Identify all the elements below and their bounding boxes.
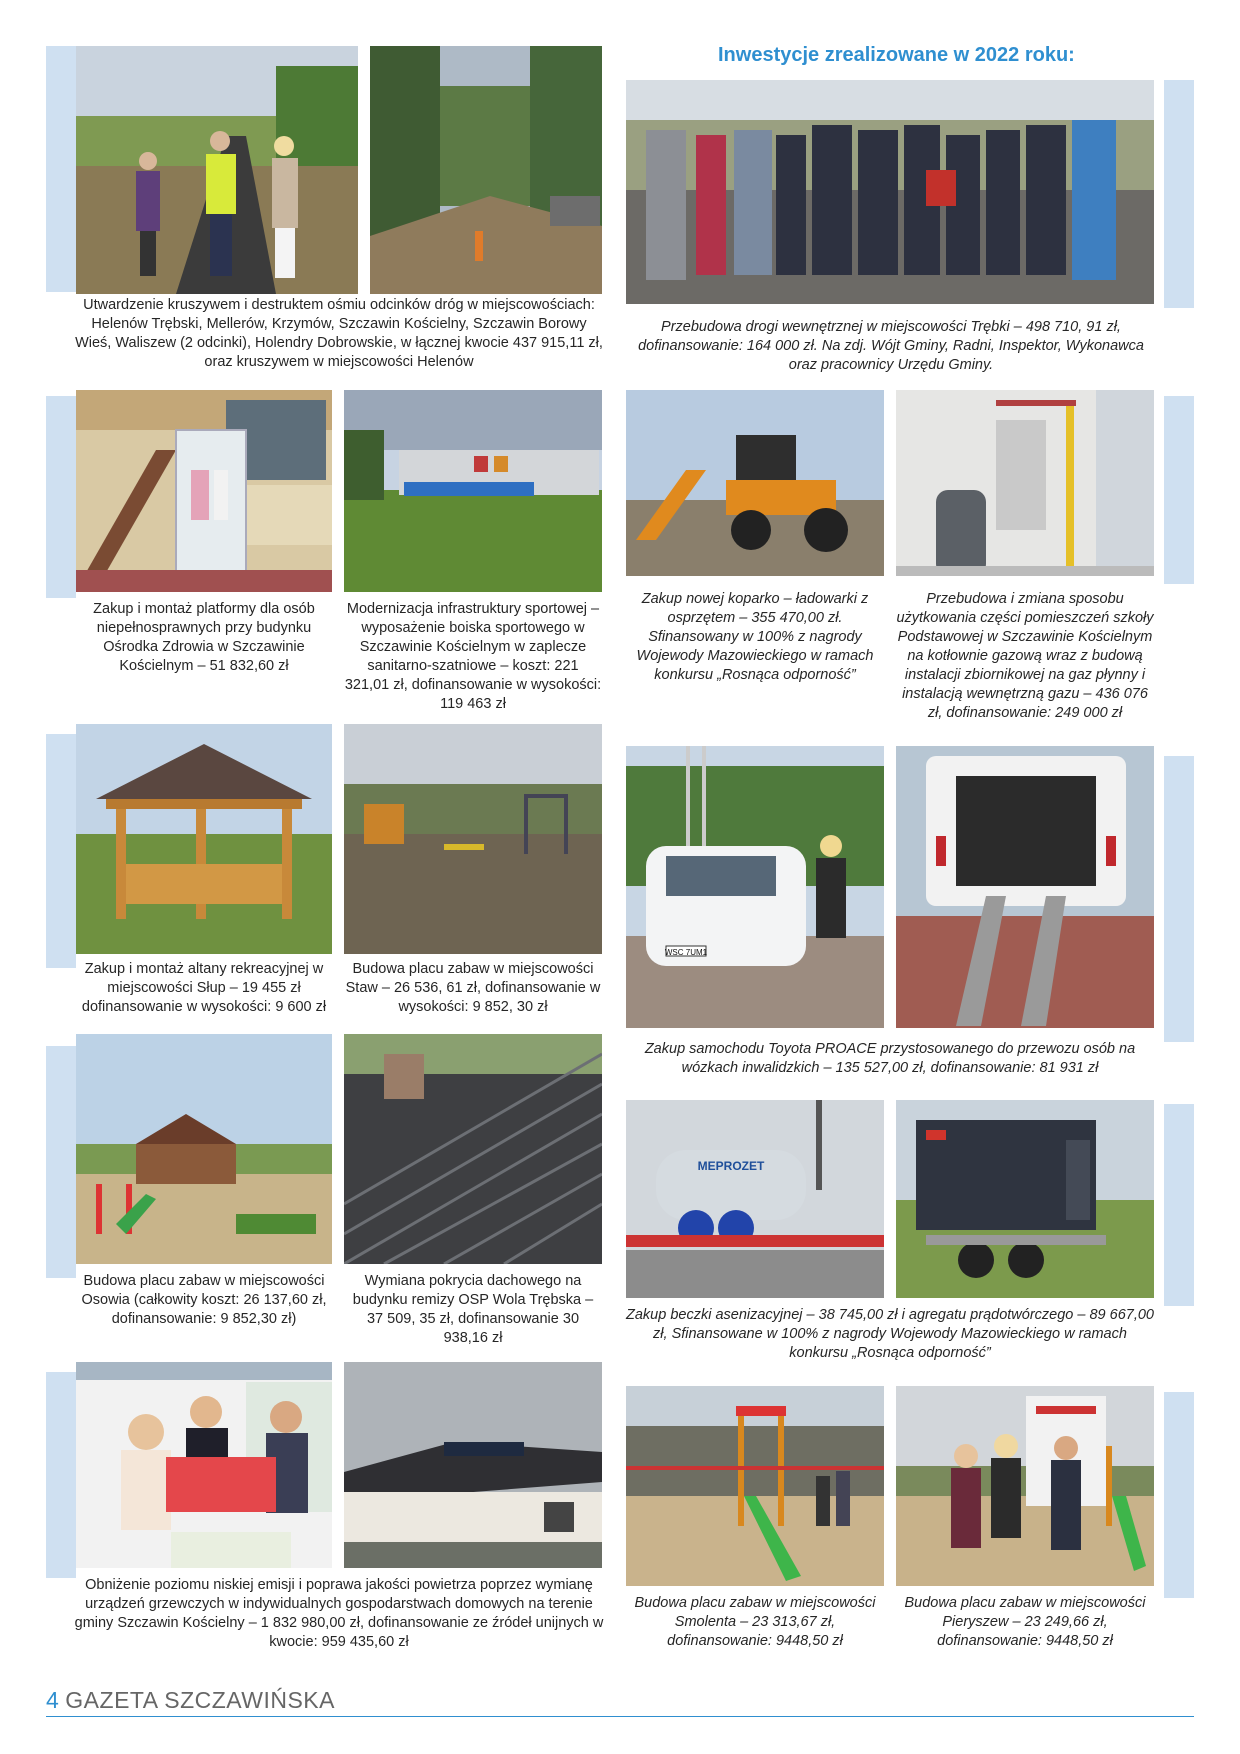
caption-excavator: Zakup nowej koparko – ładowarki z osprzętem – 355 470,00 zł. Sfinansowany w 100% z nagrody Wojewody Mazowieckiego w ramach konkursu „Rosnąca odporność” [636, 591, 874, 683]
side-band [46, 396, 76, 598]
photo-roof [344, 1034, 602, 1264]
side-band [1164, 396, 1194, 584]
footer-divider [46, 1716, 1194, 1717]
photo-septic-tank [626, 1100, 884, 1298]
caption-playground-smolenta: Budowa placu zabaw w miejscowości Smolenta – 23 313,67 zł, dofinansowanie: 9448,50 zł [634, 1595, 876, 1649]
side-band [46, 734, 76, 968]
photo-gazebo [76, 724, 332, 954]
photo-excavator [626, 390, 884, 576]
photo-group-road [626, 80, 1154, 304]
side-band [46, 1046, 76, 1278]
photo-emission-ceremony [76, 1362, 332, 1568]
photo-van-ramps [896, 746, 1154, 1028]
photo-platform [76, 390, 332, 592]
photo-playground-pieryszew [896, 1386, 1154, 1586]
caption-gazebo: Zakup i montaż altany rekreacyjnej w miejscowości Słup – 19 455 zł dofinansowanie w wysokości: 9 600 zł [81, 961, 327, 1015]
photo-solar-house [344, 1362, 602, 1568]
photo-boiler-room [896, 390, 1154, 576]
caption-car: Zakup samochodu Toyota PROACE przystosowanego do przewozu osób na wózkach inwalidzkich – 135 527,00 zł, dofinansowanie: 81 931 zł [644, 1041, 1136, 1076]
caption-sport: Modernizacja infrastruktury sportowej – wyposażenie boiska sportowego w Szczawinie Kościelnym w zaplecze sanitarno-szatniowe – koszt: 221 321,01 zł, dofinansowanie w wysokości: 119 463 zł [344, 601, 602, 712]
photo-playground-staw [344, 724, 602, 954]
photo-sport-facility [344, 390, 602, 592]
photo-generator [896, 1100, 1154, 1298]
license-plate: WSC 7UM1 [664, 948, 708, 957]
page-footer [46, 1687, 335, 1714]
side-band [46, 46, 76, 292]
photo-road-construction [370, 46, 602, 294]
side-band [1164, 756, 1194, 1042]
caption-roof: Wymiana pokrycia dachowego na budynku remizy OSP Wola Trębska – 37 509, 35 zł, dofinansowanie 30 938,16 zł [352, 1273, 594, 1346]
photo-playground-smolenta [626, 1386, 884, 1586]
photo-playground-osowia [76, 1034, 332, 1264]
photo-road-people [76, 46, 358, 294]
caption-playground-pieryszew: Budowa placu zabaw w miejscowości Pieryszew – 23 249,66 zł, dofinansowanie: 9448,50 zł [904, 1595, 1146, 1649]
caption-emission: Obniżenie poziomu niskiej emisji i poprawa jakości powietrza poprzez wymianę urządzeń grzewczych w indywidualnych gospodarstwach domowych na terenie gminy Szczawin Kościelny – 1 832 980,00 zł, dofinansowanie ze źródeł unijnych w kwocie: 959 435,60 zł [74, 1577, 604, 1650]
photo-toyota-van [626, 746, 884, 1028]
side-band [1164, 1104, 1194, 1306]
publication-title: GAZETA SZCZAWIŃSKA [65, 1687, 335, 1713]
tank-brand: MEPROZET [697, 1159, 765, 1173]
page-number: 4 [46, 1687, 60, 1713]
caption-platform: Zakup i montaż platformy dla osób niepełnosprawnych przy budynku Ośrodka Zdrowia w Szczawinie Kościelnym – 51 832,60 zł [93, 601, 315, 674]
caption-roads: Utwardzenie kruszywem i destruktem ośmiu odcinków dróg w miejscowościach: Helenów Trębski, Mellerów, Krzymów, Szczawin Kościelny, Szczawin Borowy Wieś, Waliszew (2 odcinki), Holendry Dobrowskie, w łącznej kwocie 437 915,11 zł, oraz kruszywem w miejscowości Helenów [75, 297, 603, 370]
caption-tank: Zakup beczki asenizacyjnej – 38 745,00 zł i agregatu prądotwórczego – 89 667,00 zł, Sfinansowane w 100% z nagrody Wojewody Mazowieckiego w ramach konkursu „Rosnąca odporność” [626, 1307, 1154, 1361]
side-band [1164, 1392, 1194, 1598]
caption-road-trebki: Przebudowa drogi wewnętrznej w miejscowości Trębki – 498 710, 91 zł, dofinansowanie: 164 000 zł. Na zdj. Wójt Gminy, Radni, Inspektor, Wykonawca oraz pracownicy Urzędu Gminy. [638, 319, 1144, 373]
caption-playground-osowia: Budowa placu zabaw w miejscowości Osowia (całkowity koszt: 26 137,60 zł, dofinansowanie: 9 852,30 zł) [81, 1273, 327, 1327]
caption-playground-staw: Budowa placu zabaw w miejscowości Staw – 26 536, 61 zł, dofinansowanie w wysokości: 9 852, 30 zł [345, 961, 601, 1015]
side-band [1164, 80, 1194, 308]
caption-boiler: Przebudowa i zmiana sposobu użytkowania części pomieszczeń szkoły Podstawowej w Szczawinie Kościelnym na kotłownie gazową wraz z budową instalacji zbiornikowej na gaz płynny i instalacją wewnętrzną gazu – 436 076 zł, dofinansowanie: 249 000 zł [896, 591, 1154, 721]
side-band [46, 1372, 76, 1578]
section-heading: Inwestycje zrealizowane w 2022 roku: [718, 44, 1075, 66]
